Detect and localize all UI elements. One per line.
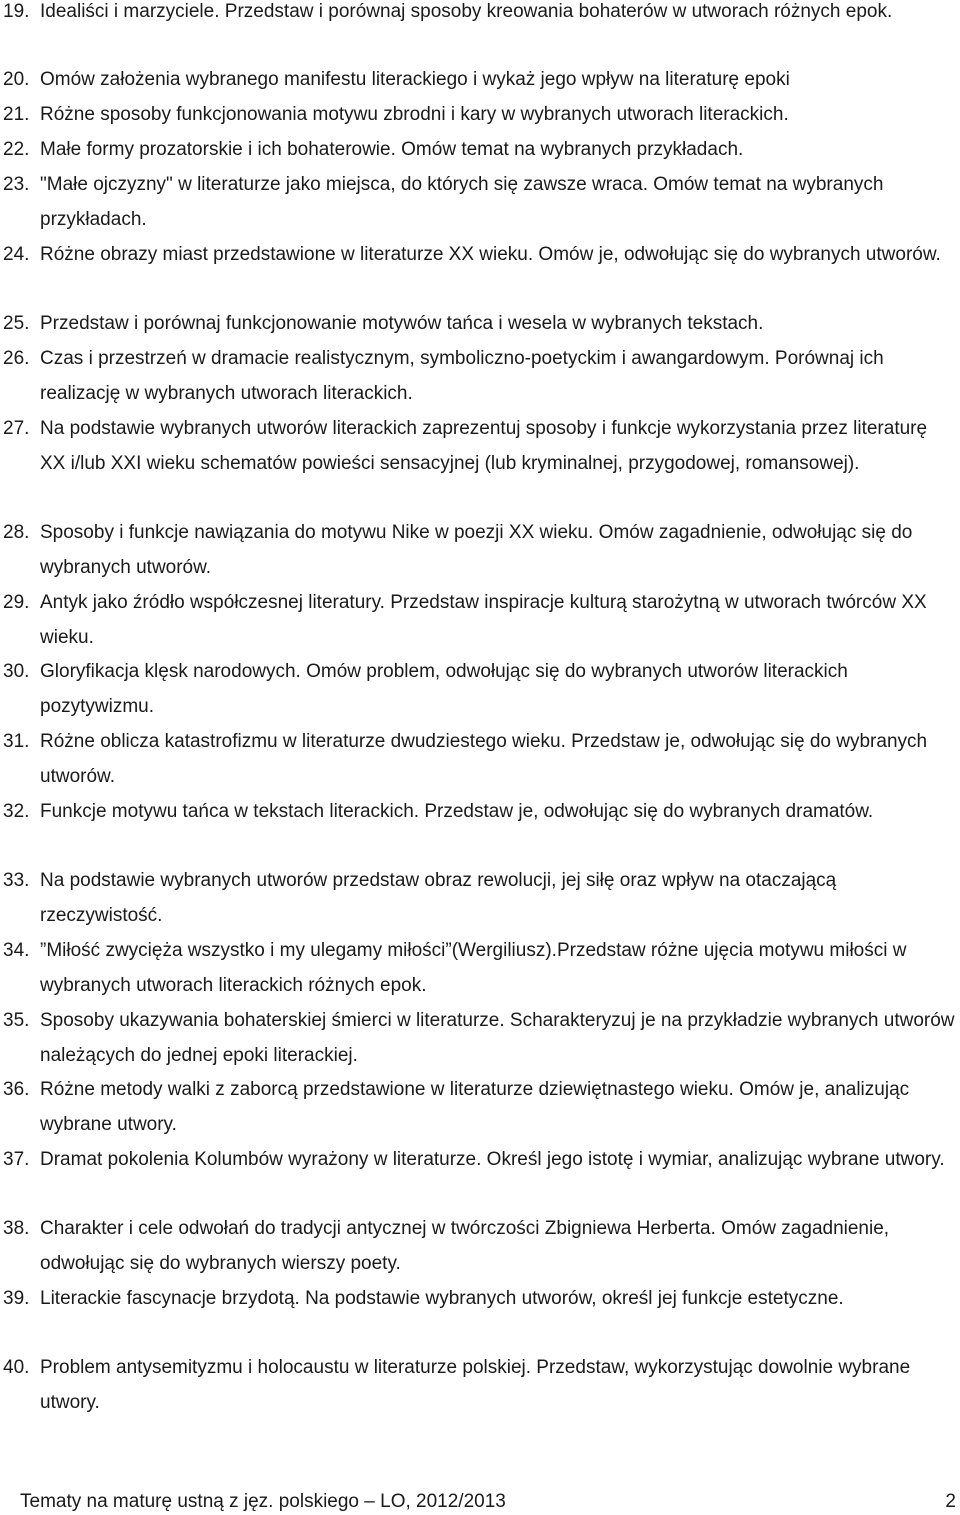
list-item [0, 98, 955, 133]
list-item [0, 655, 955, 724]
item-text: ”Miłość zwycięża wszystko i my ulegamy miłości”(Wergiliusz).Przedstaw różne ujęcia motywu miłości w wybranych utworach literackich różnych epok. [40, 940, 907, 996]
item-number: 19. [3, 1, 30, 22]
item-text: Problem antysemityzmu i holocaustu w literaturze polskiej. Przedstaw, wykorzystując dowolnie wybrane utwory. [40, 1357, 911, 1413]
list-item [0, 1073, 955, 1142]
list-item [0, 725, 955, 794]
item-number: 32. [3, 801, 30, 822]
item-text: Małe formy prozatorskie i ich bohaterowie. Omów temat na wybranych przykładach. [40, 139, 744, 160]
list-item [0, 864, 955, 933]
item-number: 20. [3, 69, 30, 90]
item-text: Dramat pokolenia Kolumbów wyrażony w literaturze. Określ jego istotę i wymiar, analizując wybrane utwory. [40, 1149, 945, 1170]
list-item [0, 1351, 955, 1420]
list-item [0, 795, 955, 830]
item-number: 31. [3, 731, 30, 752]
item-text: Różne metody walki z zaborcą przedstawione w literaturze dziewiętnastego wieku. Omów je, analizując wybrane utwory. [40, 1079, 910, 1135]
list-item [0, 168, 955, 237]
list-item [0, 307, 955, 342]
list-item [0, 586, 955, 655]
list-item [0, 1004, 955, 1073]
item-number: 35. [3, 1010, 30, 1031]
item-number: 36. [3, 1079, 30, 1100]
item-text: Gloryfikacja klęsk narodowych. Omów problem, odwołując się do wybranych utworów literackich pozytywizmu. [40, 661, 848, 717]
item-number: 25. [3, 313, 30, 334]
list-item [0, 238, 955, 273]
item-text: Funkcje motywu tańca w tekstach literackich. Przedstaw je, odwołując się do wybranych dramatów. [40, 801, 874, 822]
item-text: Omów założenia wybranego manifestu literackiego i wykaż jego wpływ na literaturę epoki [40, 69, 790, 90]
list-item [0, 342, 955, 411]
item-number: 34. [3, 940, 30, 961]
item-text: Na podstawie wybranych utworów literackich zaprezentuj sposoby i funkcje wykorzystania przez literaturę XX i/lub XXI wieku schematów powieści sensacyjnej (lub kryminalnej, przygodowej, romansowej). [40, 418, 928, 474]
item-text: Idealiści i marzyciele. Przedstaw i porównaj sposoby kreowania bohaterów w utworach różnych epok. [40, 1, 893, 22]
item-number: 28. [3, 522, 30, 543]
item-text: Różne oblicza katastrofizmu w literaturze dwudziestego wieku. Przedstaw je, odwołując się do wybranych utworów. [40, 731, 928, 787]
list-item [0, 1282, 955, 1317]
item-text: Sposoby i funkcje nawiązania do motywu Nike w poezji XX wieku. Omów zagadnienie, odwołując się do wybranych utworów. [40, 522, 913, 578]
list-item [0, 516, 955, 585]
item-number: 23. [3, 174, 30, 195]
item-number: 33. [3, 870, 30, 891]
item-text: Różne obrazy miast przedstawione w literaturze XX wieku. Omów je, odwołując się do wybranych utworów. [40, 244, 941, 265]
item-text: Charakter i cele odwołań do tradycji antycznej w twórczości Zbigniewa Herberta. Omów zagadnienie, odwołując się do wybranych wierszy poety. [40, 1218, 890, 1274]
item-text: Różne sposoby funkcjonowania motywu zbrodni i kary w wybranych utworach literackich. [40, 104, 789, 125]
page-number: 2 [945, 1491, 956, 1512]
item-number: 29. [3, 592, 30, 613]
item-number: 21. [3, 104, 30, 125]
item-text: Czas i przestrzeń w dramacie realistycznym, symboliczno-poetyckim i awangardowym. Porównaj ich realizację w wybranych utworach literackich. [40, 348, 884, 404]
item-number: 39. [3, 1288, 30, 1309]
list-item [0, 1212, 955, 1281]
item-number: 38. [3, 1218, 30, 1239]
item-number: 37. [3, 1149, 30, 1170]
item-text: Antyk jako źródło współczesnej literatury. Przedstaw inspiracje kulturą starożytną w utworach twórców XX wieku. [40, 592, 927, 648]
item-number: 27. [3, 418, 30, 439]
item-text: "Małe ojczyzny" w literaturze jako miejsca, do których się zawsze wraca. Omów temat na wybranych przykładach. [40, 174, 884, 230]
item-number: 22. [3, 139, 30, 160]
footer-title: Tematy na maturę ustną z jęz. polskiego – LO, 2012/2013 [20, 1491, 506, 1512]
list-item [0, 133, 955, 168]
list-item [0, 934, 955, 1003]
item-number: 30. [3, 661, 30, 682]
item-number: 24. [3, 244, 30, 265]
item-number: 40. [3, 1357, 30, 1378]
list-item [0, 0, 955, 30]
item-number: 26. [3, 348, 30, 369]
list-item [0, 412, 955, 481]
item-text: Literackie fascynacje brzydotą. Na podstawie wybranych utworów, określ jej funkcje estetyczne. [40, 1288, 844, 1309]
list-item [0, 63, 955, 98]
list-item [0, 1143, 955, 1178]
item-text: Na podstawie wybranych utworów przedstaw obraz rewolucji, jej siłę oraz wpływ na otaczającą rzeczywistość. [40, 870, 837, 926]
item-text: Sposoby ukazywania bohaterskiej śmierci w literaturze. Scharakteryzuj je na przykładzie wybranych utworów należących do jednej epoki literackiej. [40, 1010, 955, 1066]
item-text: Przedstaw i porównaj funkcjonowanie motywów tańca i wesela w wybranych tekstach. [40, 313, 764, 334]
